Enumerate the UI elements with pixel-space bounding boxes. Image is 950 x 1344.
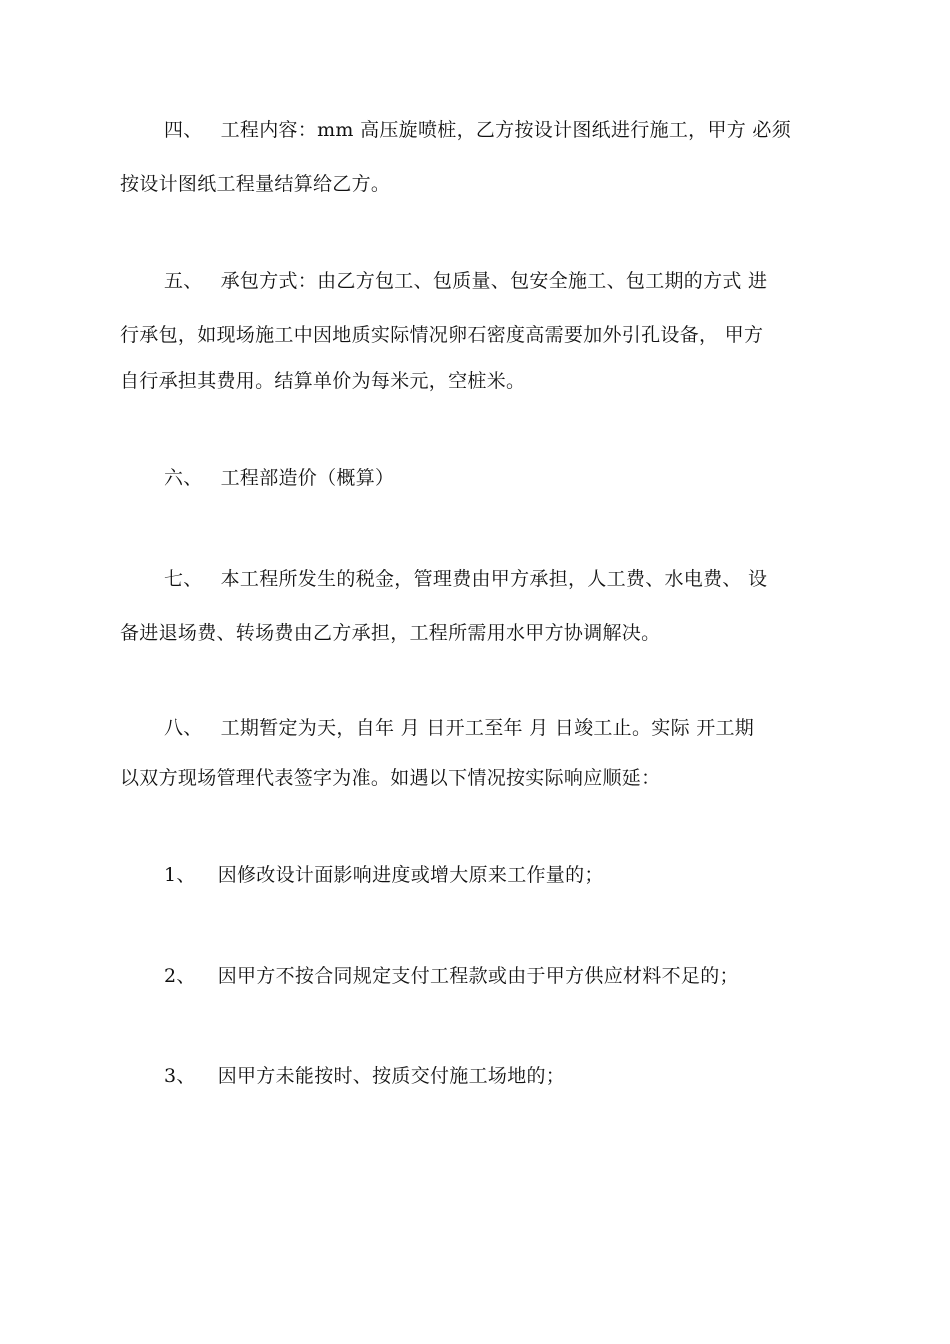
section-5-line-2: 行承包，如现场施工中因地质实际情况卵石密度高需要加外引孔设备， 甲方	[120, 324, 764, 346]
section-8-text: 工期暂定为天，自年 月 日开工至年 月 日竣工止。实际 开工期	[220, 717, 755, 739]
section-5-number: 五、	[164, 270, 203, 292]
item-1-text: 因修改设计面影响进度或增大原来工作量的；	[217, 864, 604, 886]
item-1-number: 1、	[164, 864, 196, 886]
item-2	[164, 963, 876, 989]
item-1	[164, 862, 876, 888]
section-4-line-1	[164, 117, 876, 143]
section-8-line-1	[164, 715, 876, 741]
item-3-number: 3、	[164, 1065, 196, 1087]
section-8-line-2: 以双方现场管理代表签字为准。如遇以下情况按实际响应顺延：	[120, 767, 661, 789]
section-7-number: 七、	[164, 568, 203, 590]
section-6-text: 工程部造价（概算）	[220, 467, 395, 489]
section-7-text: 本工程所发生的税金，管理费由甲方承担，人工费、水电费、 设	[220, 568, 768, 590]
item-2-text: 因甲方不按合同规定支付工程款或由于甲方供应材料不足的；	[217, 965, 739, 987]
section-8-number: 八、	[164, 717, 203, 739]
item-3	[164, 1063, 876, 1089]
section-7-line-2: 备进退场费、转场费由乙方承担，工程所需用水甲方协调解决。	[120, 622, 661, 644]
section-5-text: 承包方式：由乙方包工、包质量、包安全施工、包工期的方式 进	[220, 270, 768, 292]
section-7-line-1	[164, 566, 876, 592]
section-4-line-2: 按设计图纸工程量结算给乙方。	[120, 173, 391, 195]
section-4-text: 工程内容：mm 高压旋喷桩，乙方按设计图纸进行施工，甲方 必须	[220, 119, 792, 141]
section-4-number: 四、	[164, 119, 203, 141]
section-5-line-3: 自行承担其费用。结算单价为每米元，空桩米。	[120, 370, 526, 392]
section-6-line-1	[164, 465, 876, 491]
item-3-text: 因甲方未能按时、按质交付施工场地的；	[217, 1065, 566, 1087]
item-2-number: 2、	[164, 965, 196, 987]
section-5-line-1	[164, 268, 876, 294]
section-6-number: 六、	[164, 467, 203, 489]
